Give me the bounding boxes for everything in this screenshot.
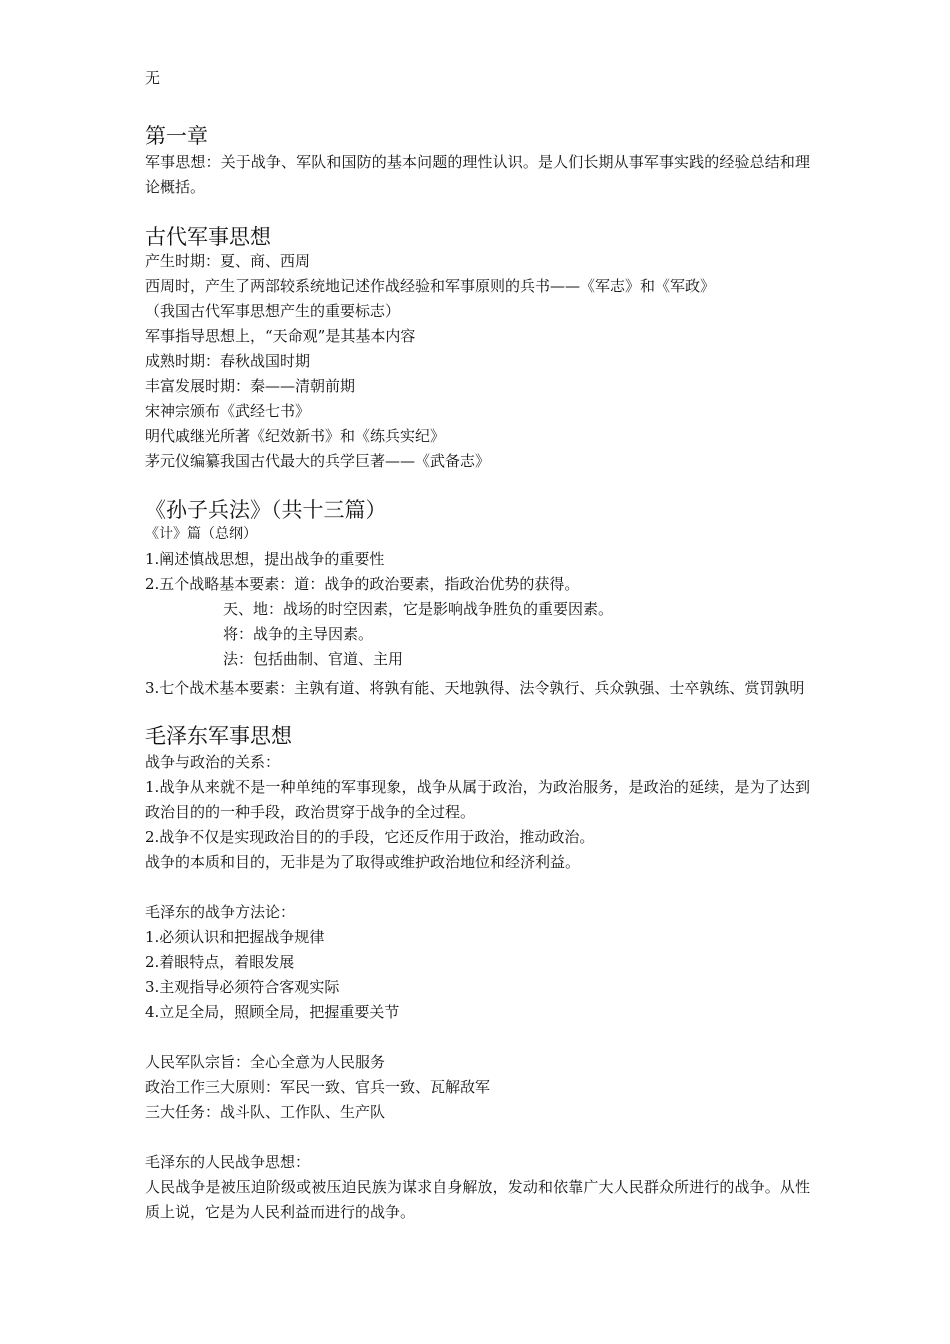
sunzi-subitem: 将：战争的主导因素。 <box>223 625 374 643</box>
sunzi-section-title: 《孙子兵法》（共十三篇） <box>145 498 387 522</box>
method-item: 3.主观指导必须符合客观实际 <box>145 978 340 996</box>
military-thought-definition: 军事思想：关于战争、军队和国防的基本问题的理性认识。是人们长期从事军事实践的经验总结和理论概括。 <box>145 153 810 196</box>
ancient-section-title: 古代军事思想 <box>145 225 271 249</box>
sunzi-subitem: 天、地：战场的时空因素，它是影响战争胜负的重要因素。 <box>223 600 614 618</box>
army-line: 三大任务：战斗队、工作队、生产队 <box>145 1103 386 1121</box>
relation-title: 战争与政治的关系： <box>145 753 281 771</box>
sunzi-subitem: 法：包括曲制、官道、主用 <box>223 650 404 668</box>
army-line: 政治工作三大原则：军民一致、官兵一致、瓦解敌军 <box>145 1078 491 1096</box>
sunzi-item: 2.五个战略基本要素：道：战争的政治要素，指政治优势的获得。 <box>145 575 580 593</box>
method-item: 4.立足全局，照顾全局，把握重要关节 <box>145 1003 400 1021</box>
chapter-title: 第一章 <box>145 124 208 148</box>
ancient-line: 宋神宗颁布《武经七书》 <box>145 402 311 420</box>
people-war-text: 人民战争是被压迫阶级或被压迫民族为谋求自身解放，发动和依靠广大人民群众所进行的战争。从性质上说，它是为人民利益而进行的战争。 <box>145 1178 810 1221</box>
people-war-title: 毛泽东的人民战争思想： <box>145 1153 311 1171</box>
army-line: 人民军队宗旨：全心全意为人民服务 <box>145 1053 386 1071</box>
ancient-line: 茅元仪编纂我国古代最大的兵学巨著——《武备志》 <box>145 452 491 470</box>
method-item: 1.必须认识和把握战争规律 <box>145 928 325 946</box>
relation-point: 2.战争不仅是实现政治目的的手段，它还反作用于政治，推动政治。 <box>145 828 595 846</box>
ancient-line: 成熟时期：春秋战国时期 <box>145 352 311 370</box>
method-item: 2.着眼特点，着眼发展 <box>145 953 295 971</box>
top-note: 无 <box>145 69 161 87</box>
ancient-line: 丰富发展时期：秦——清朝前期 <box>145 377 356 395</box>
method-title: 毛泽东的战争方法论： <box>145 903 296 921</box>
sunzi-item: 1.阐述慎战思想，提出战争的重要性 <box>145 550 385 568</box>
ancient-line: 明代戚继光所著《纪效新书》和《练兵实纪》 <box>145 427 446 445</box>
sunzi-item: 3.七个战术基本要素：主孰有道、将孰有能、天地孰得、法令孰行、兵众孰强、士卒孰练、赏罚孰明 <box>145 679 805 697</box>
relation-point: 战争的本质和目的，无非是为了取得或维护政治地位和经济利益。 <box>145 853 581 871</box>
mao-section-title: 毛泽东军事思想 <box>145 724 292 748</box>
relation-point: 1.战争从来就不是一种单纯的军事现象，战争从属于政治，为政治服务，是政治的延续，是为了达到政治目的的一种手段，政治贯穿于战争的全过程。 <box>145 778 810 821</box>
ancient-line: 西周时，产生了两部较系统地记述作战经验和军事原则的兵书——《军志》和《军政》 <box>145 277 716 295</box>
ancient-line: 军事指导思想上，“天命观”是其基本内容 <box>145 327 416 345</box>
ancient-line: 产生时期：夏、商、西周 <box>145 252 311 270</box>
sunzi-subtitle: 《计》篇（总纲） <box>145 526 257 542</box>
ancient-line: （我国古代军事思想产生的重要标志） <box>145 302 401 320</box>
